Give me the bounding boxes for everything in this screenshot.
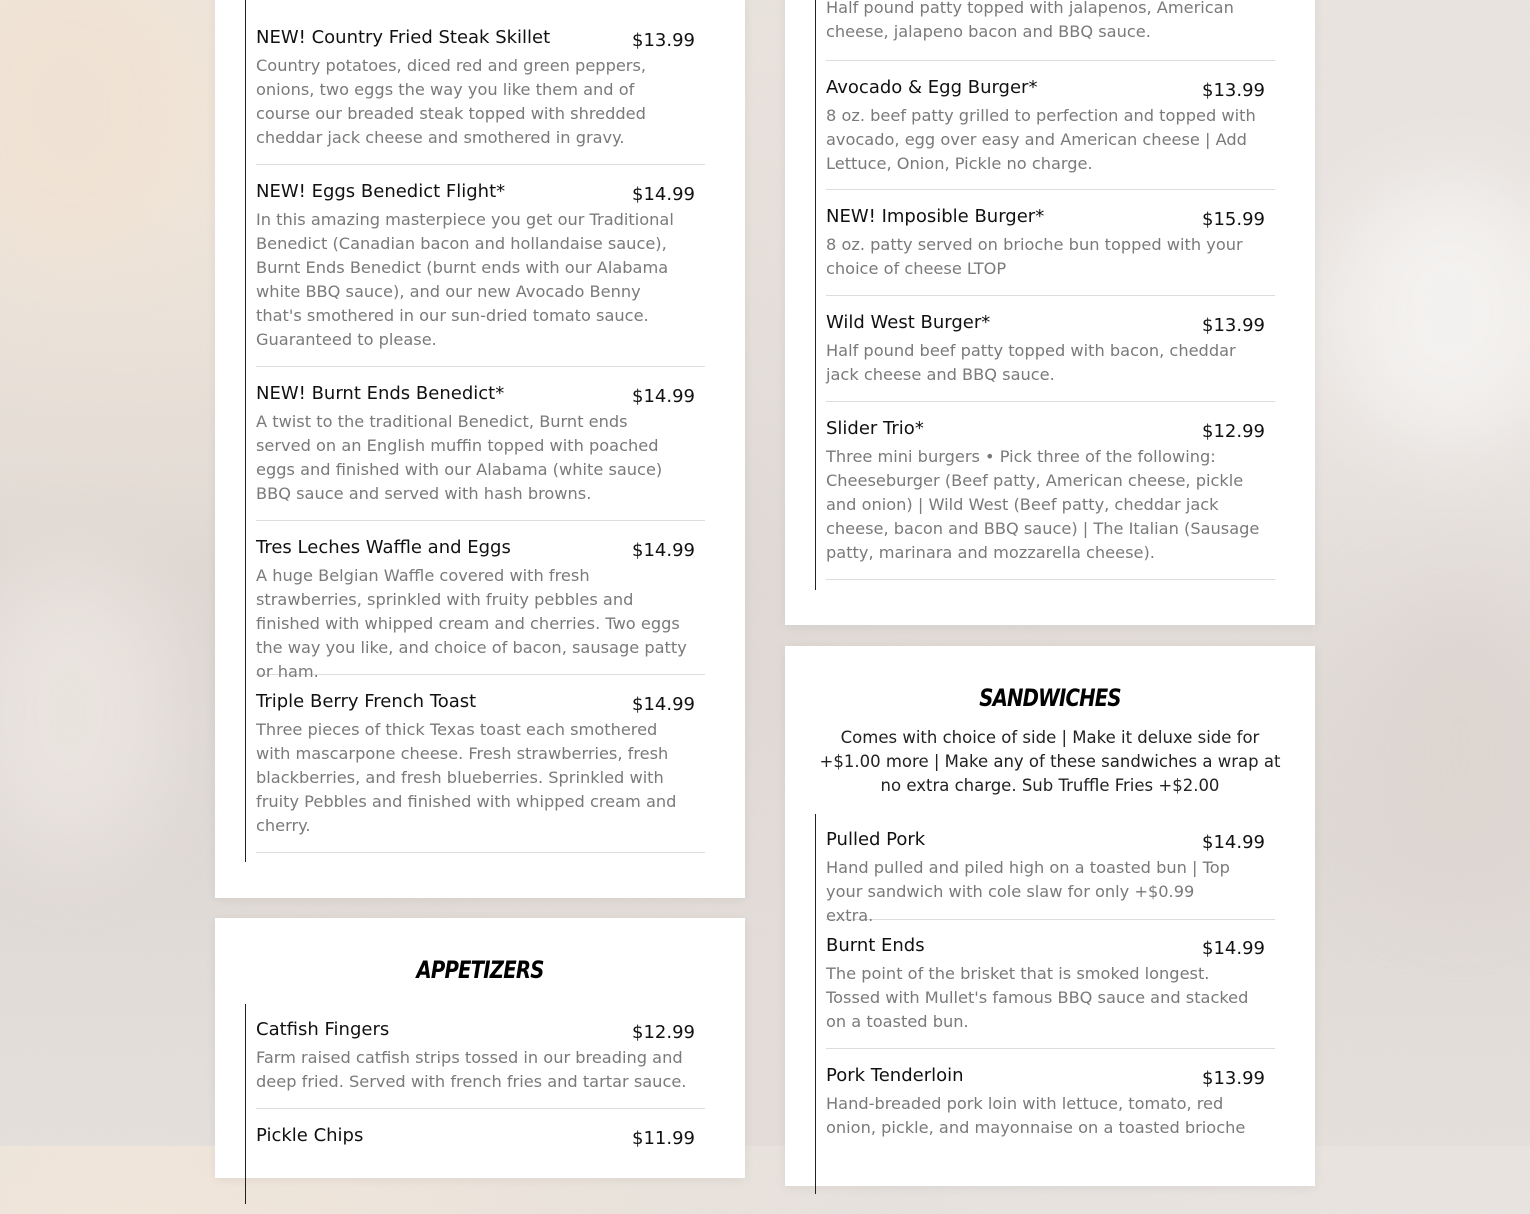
item-name: Tres Leches Waffle and Eggs	[256, 537, 511, 558]
item-desc: Three mini burgers • Pick three of the following: Cheeseburger (Beef patty, American cheese, pickle and onion) | Wild West (Beef patty, cheddar jack cheese, bacon and BBQ sauce) | The Italian (Sausage patty, marinara and mozzarella cheese).	[826, 447, 1260, 562]
menu-item	[256, 690, 705, 853]
background-blur	[1340, 180, 1530, 440]
item-price: $12.99	[1202, 421, 1265, 442]
item-price: $15.99	[1202, 209, 1265, 230]
item-desc: 8 oz. beef patty grilled to perfection and topped with avocado, egg over easy and American cheese | Add Lettuce, Onion, Pickle no charge.	[826, 106, 1256, 173]
item-desc: Half pound beef patty topped with bacon, cheddar jack cheese and BBQ sauce.	[826, 341, 1236, 384]
item-name: NEW! Burnt Ends Benedict*	[256, 383, 505, 404]
item-desc: The point of the brisket that is smoked longest. Tossed with Mullet's famous BBQ sauce and stacked on a toasted bun.	[826, 964, 1249, 1031]
item-name: Triple Berry French Toast	[256, 691, 477, 712]
menu-item	[826, 1064, 1275, 1204]
menu-item	[256, 180, 705, 367]
section-note: Comes with choice of side | Make it deluxe side for +$1.00 more | Make any of these sandwiches a wrap at no extra charge. Sub Truffle Fries +$2.00	[819, 728, 1281, 795]
background-blur	[0, 560, 180, 860]
menu-item	[826, 417, 1275, 580]
section-title: APPETIZERS	[416, 956, 544, 984]
breakfast-card	[215, 0, 745, 898]
item-price: $14.99	[1202, 938, 1265, 959]
menu-item	[826, 311, 1275, 402]
menu-item	[256, 382, 705, 521]
item-price: $11.99	[632, 1128, 695, 1149]
burgers-list	[815, 0, 1275, 590]
sandwiches-card	[785, 646, 1315, 1186]
item-desc: 8 oz. patty served on brioche bun topped with your choice of cheese LTOP	[826, 235, 1243, 278]
background-blur	[0, 0, 200, 260]
item-price: $14.99	[632, 386, 695, 407]
item-name: Burnt Ends	[826, 935, 925, 956]
item-price: $14.99	[632, 694, 695, 715]
item-price: $13.99	[1202, 1068, 1265, 1089]
item-desc: Farm raised catfish strips tossed in our breading and deep fried. Served with french fries and tartar sauce.	[256, 1048, 687, 1091]
menu-item	[256, 1124, 705, 1214]
background-blur	[1360, 600, 1530, 900]
item-name: Avocado & Egg Burger*	[826, 77, 1038, 98]
appetizers-list	[245, 1004, 705, 1204]
item-name: NEW! Eggs Benedict Flight*	[256, 181, 506, 202]
item-desc: In this amazing masterpiece you get our Traditional Benedict (Canadian bacon and hollandaise sauce), Burnt Ends Benedict (burnt ends with our Alabama white BBQ sauce), and our new Avocado Benny that's smothered in our sun-dried tomato sauce. Guaranteed to please.	[256, 210, 674, 349]
section-title: SANDWICHES	[979, 684, 1121, 712]
item-desc: Hand pulled and piled high on a toasted bun | Top your sandwich with cole slaw for only +$0.99 extra.	[826, 858, 1230, 925]
menu-item	[826, 934, 1275, 1049]
item-desc: Country potatoes, diced red and green peppers, onions, two eggs the way you like them and of course our breaded steak topped with shredded cheddar jack cheese and smothered in gravy.	[256, 56, 647, 147]
item-desc: Three pieces of thick Texas toast each smothered with mascarpone cheese. Fresh strawberries, fresh blackberries, and fresh blueberries. Sprinkled with fruity Pebbles and finished with whipped cream and cherry.	[256, 720, 677, 835]
item-desc: Half pound patty topped with jalapenos, American cheese, jalapeno bacon and BBQ sauce.	[826, 0, 1234, 41]
menu-item	[256, 536, 705, 681]
menu-item	[826, 0, 1275, 61]
item-desc: A huge Belgian Waffle covered with fresh strawberries, sprinkled with fruity pebbles and finished with whipped cream and cherries. Two eggs the way you like, and choice of bacon, sausage patty or ham.	[256, 566, 687, 681]
item-name: Wild West Burger*	[826, 312, 991, 333]
menu-item	[256, 1018, 705, 1109]
item-name: NEW! Imposible Burger*	[826, 206, 1045, 227]
breakfast-list	[245, 0, 705, 862]
item-name: Pickle Chips	[256, 1125, 364, 1146]
item-desc: Hand-breaded pork loin with lettuce, tomato, red onion, pickle, and mayonnaise on a toasted brioche	[826, 1094, 1246, 1137]
item-name: Slider Trio*	[826, 418, 924, 439]
item-name: Pulled Pork	[826, 829, 926, 850]
menu-item	[826, 205, 1275, 296]
item-price: $13.99	[1202, 80, 1265, 101]
appetizers-card	[215, 918, 745, 1178]
menu-item	[826, 76, 1275, 190]
item-price: $14.99	[632, 184, 695, 205]
item-name: Catfish Fingers	[256, 1019, 390, 1040]
menu-item	[826, 828, 1275, 925]
item-price: $14.99	[632, 540, 695, 561]
menu-item	[256, 26, 705, 165]
item-name: NEW! Country Fried Steak Skillet	[256, 27, 551, 48]
item-price: $14.99	[1202, 832, 1265, 853]
item-desc: A twist to the traditional Benedict, Burnt ends served on an English muffin topped with poached eggs and finished with our Alabama (white sauce) BBQ sauce and served with hash browns.	[256, 412, 663, 503]
item-price: $12.99	[632, 1022, 695, 1043]
item-price: $13.99	[1202, 315, 1265, 336]
burgers-card	[785, 0, 1315, 625]
item-name: Pork Tenderloin	[826, 1065, 964, 1086]
sandwiches-list	[815, 814, 1275, 1194]
item-price: $13.99	[632, 30, 695, 51]
